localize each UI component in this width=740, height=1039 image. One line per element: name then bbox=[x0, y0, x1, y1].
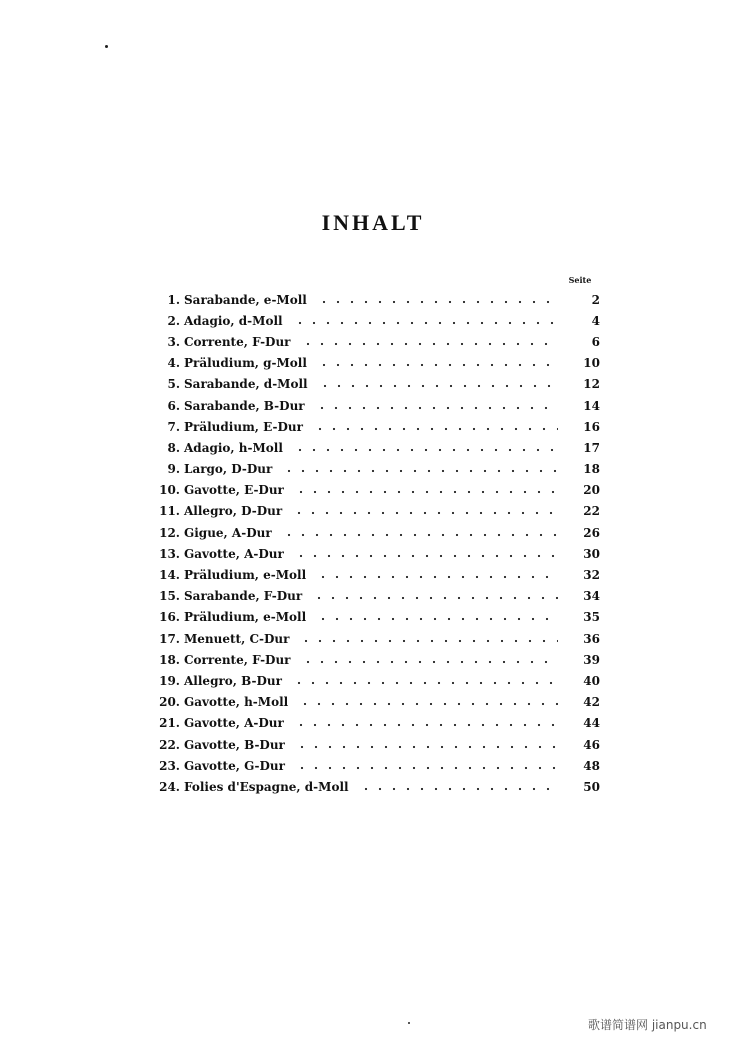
entry-page-number: 17 bbox=[583, 440, 600, 455]
toc-entry bbox=[158, 416, 600, 437]
entry-page-number: 32 bbox=[583, 568, 600, 583]
entry-page-number: 14 bbox=[583, 398, 600, 413]
entry-page-number: 22 bbox=[583, 504, 600, 519]
entry-number: 16. bbox=[159, 610, 180, 625]
entry-page-number: 34 bbox=[583, 589, 600, 604]
entry-number: 11. bbox=[159, 504, 180, 519]
entry-title: Gigue, A-Dur bbox=[184, 525, 272, 540]
entry-number: 3. bbox=[167, 334, 180, 349]
dot-leader bbox=[294, 487, 558, 497]
toc-entry bbox=[158, 310, 600, 331]
entry-title: Folies d'Espagne, d-Moll bbox=[184, 779, 349, 794]
dot-leader bbox=[359, 784, 558, 794]
entry-page-number: 2 bbox=[591, 292, 600, 307]
toc-entry bbox=[158, 331, 600, 352]
entry-page-number: 16 bbox=[583, 419, 600, 434]
table-of-contents bbox=[158, 289, 600, 798]
toc-entry bbox=[158, 692, 600, 713]
dot-leader bbox=[295, 742, 558, 752]
dot-leader bbox=[315, 403, 558, 413]
entry-title: Gavotte, B-Dur bbox=[184, 737, 285, 752]
entry-title: Sarabande, d-Moll bbox=[184, 377, 308, 392]
entry-title: Gavotte, A-Dur bbox=[184, 546, 284, 561]
dot-leader bbox=[317, 360, 558, 370]
entry-title: Gavotte, E-Dur bbox=[184, 483, 284, 498]
entry-page-number: 26 bbox=[583, 525, 600, 540]
entry-number: 21. bbox=[159, 716, 180, 731]
dot-leader bbox=[295, 763, 558, 773]
toc-entry bbox=[158, 776, 600, 797]
entry-page-number: 42 bbox=[583, 695, 600, 710]
dot-leader bbox=[294, 720, 558, 730]
entry-title: Präludium, g-Moll bbox=[184, 356, 307, 371]
entry-title: Präludium, E-Dur bbox=[184, 419, 303, 434]
dot-leader bbox=[282, 466, 558, 476]
dot-leader bbox=[316, 614, 558, 624]
toc-entry bbox=[158, 564, 600, 585]
entry-title: Adagio, h-Moll bbox=[184, 440, 283, 455]
entry-page-number: 30 bbox=[583, 546, 600, 561]
toc-entry bbox=[158, 713, 600, 734]
toc-entry bbox=[158, 755, 600, 776]
entry-title: Menuett, C-Dur bbox=[184, 631, 290, 646]
print-speck bbox=[408, 1022, 410, 1024]
entry-number: 17. bbox=[159, 631, 180, 646]
toc-entry bbox=[158, 437, 600, 458]
entry-title: Präludium, e-Moll bbox=[184, 568, 307, 583]
page-column-label: Seite bbox=[568, 275, 592, 285]
toc-entry bbox=[158, 395, 600, 416]
entry-number: 22. bbox=[159, 737, 180, 752]
toc-entry bbox=[158, 374, 600, 395]
entry-page-number: 39 bbox=[583, 652, 600, 667]
entry-title: Sarabande, e-Moll bbox=[184, 292, 307, 307]
dot-leader bbox=[316, 572, 558, 582]
entry-title: Gavotte, A-Dur bbox=[184, 716, 284, 731]
dot-leader bbox=[292, 508, 558, 518]
entry-page-number: 18 bbox=[583, 462, 600, 477]
entry-number: 20. bbox=[159, 695, 180, 710]
dot-leader bbox=[313, 424, 558, 434]
toc-entry bbox=[158, 522, 600, 543]
entry-page-number: 6 bbox=[591, 334, 600, 349]
dot-leader bbox=[318, 381, 558, 391]
page-title: INHALT bbox=[321, 210, 425, 235]
entry-page-number: 20 bbox=[583, 483, 600, 498]
entry-number: 14. bbox=[159, 568, 180, 583]
dot-leader bbox=[312, 593, 558, 603]
toc-entry bbox=[158, 480, 600, 501]
entry-number: 13. bbox=[159, 546, 180, 561]
toc-entry bbox=[158, 649, 600, 670]
entry-number: 23. bbox=[159, 758, 180, 773]
toc-entry bbox=[158, 353, 600, 374]
entry-title: Allegro, D-Dur bbox=[184, 504, 283, 519]
dot-leader bbox=[317, 297, 558, 307]
entry-title: Gavotte, G-Dur bbox=[184, 758, 285, 773]
entry-page-number: 4 bbox=[591, 313, 600, 328]
entry-page-number: 12 bbox=[583, 377, 600, 392]
toc-entry bbox=[158, 501, 600, 522]
toc-entry bbox=[158, 607, 600, 628]
dot-leader bbox=[293, 445, 558, 455]
entry-title: Gavotte, h-Moll bbox=[184, 695, 289, 710]
entry-page-number: 36 bbox=[583, 631, 600, 646]
entry-title: Allegro, B-Dur bbox=[184, 673, 282, 688]
toc-entry bbox=[158, 670, 600, 691]
entry-number: 10. bbox=[159, 483, 180, 498]
entry-number: 15. bbox=[159, 589, 180, 604]
entry-page-number: 50 bbox=[583, 779, 600, 794]
entry-number: 18. bbox=[159, 652, 180, 667]
entry-title: Largo, D-Dur bbox=[184, 462, 273, 477]
entry-number: 7. bbox=[167, 419, 180, 434]
toc-entry bbox=[158, 734, 600, 755]
watermark: 歌谱简谱网 jianpu.cn bbox=[588, 1018, 707, 1032]
print-speck bbox=[105, 45, 108, 48]
entry-page-number: 44 bbox=[583, 716, 600, 731]
entry-number: 19. bbox=[159, 673, 180, 688]
entry-number: 2. bbox=[167, 313, 180, 328]
entry-number: 4. bbox=[167, 356, 180, 371]
dot-leader bbox=[301, 657, 558, 667]
dot-leader bbox=[282, 530, 558, 540]
entry-number: 12. bbox=[159, 525, 180, 540]
entry-number: 9. bbox=[167, 462, 180, 477]
entry-number: 24. bbox=[159, 779, 180, 794]
dot-leader bbox=[301, 339, 558, 349]
entry-page-number: 46 bbox=[583, 737, 600, 752]
toc-entry bbox=[158, 586, 600, 607]
entry-title: Präludium, e-Moll bbox=[184, 610, 307, 625]
entry-page-number: 10 bbox=[583, 356, 600, 371]
entry-number: 8. bbox=[167, 440, 180, 455]
entry-title: Corrente, F-Dur bbox=[184, 334, 291, 349]
dot-leader bbox=[298, 699, 558, 709]
dot-leader bbox=[293, 318, 558, 328]
toc-entry bbox=[158, 289, 600, 310]
entry-title: Sarabande, B-Dur bbox=[184, 398, 305, 413]
entry-page-number: 40 bbox=[583, 673, 600, 688]
entry-title: Adagio, d-Moll bbox=[184, 313, 283, 328]
toc-entry bbox=[158, 459, 600, 480]
dot-leader bbox=[299, 636, 558, 646]
entry-number: 1. bbox=[167, 292, 180, 307]
toc-entry bbox=[158, 543, 600, 564]
dot-leader bbox=[292, 678, 558, 688]
entry-title: Corrente, F-Dur bbox=[184, 652, 291, 667]
entry-number: 5. bbox=[167, 377, 180, 392]
entry-page-number: 48 bbox=[583, 758, 600, 773]
toc-entry bbox=[158, 628, 600, 649]
entry-number: 6. bbox=[167, 398, 180, 413]
entry-page-number: 35 bbox=[583, 610, 600, 625]
entry-title: Sarabande, F-Dur bbox=[184, 589, 303, 604]
dot-leader bbox=[294, 551, 558, 561]
